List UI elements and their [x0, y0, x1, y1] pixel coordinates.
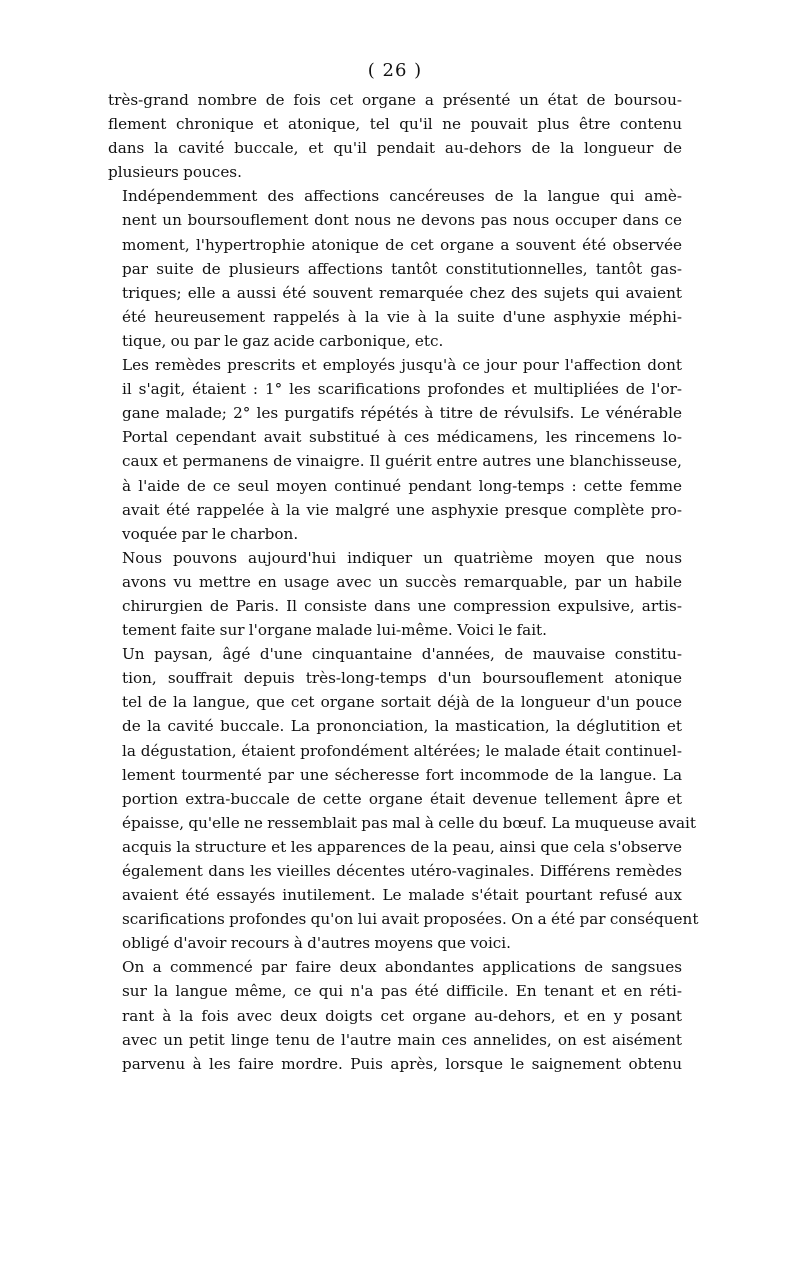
text-line: Les remèdes prescrits et employés jusqu'à ce jour pour l'affection dont: [122, 356, 682, 375]
text-line: flement chronique et atonique, tel qu'il ne pouvait plus être contenu: [108, 115, 682, 134]
paragraph-4: [108, 546, 682, 642]
paragraph-5: [108, 642, 699, 955]
text-line: portion extra-buccale de cette organe était devenue tellement âpre et: [122, 789, 682, 808]
paragraph-6: [108, 955, 682, 1075]
text-line: triques; elle a aussi été souvent remarquée chez des sujets qui avaient: [122, 283, 682, 302]
text-line: Portal cependant avait substitué à ces médicamens, les rincemens lo-: [122, 428, 682, 447]
text-line: plusieurs pouces.: [108, 163, 242, 182]
paragraph-1: [108, 88, 682, 184]
text-line: gane malade; 2° les purgatifs répétés à titre de révulsifs. Le vénérable: [122, 404, 682, 423]
text-line: obligé d'avoir recours à d'autres moyens que voici.: [122, 934, 511, 953]
paragraph-2: [108, 184, 682, 353]
text-line: nent un boursouflement dont nous ne devons pas nous occuper dans ce: [122, 211, 682, 230]
text-line: il s'agit, étaient : 1° les scarifications profondes et multipliées de l'or-: [122, 380, 682, 399]
text-line: très-grand nombre de fois cet organe a présenté un état de boursou-: [108, 91, 682, 109]
text-line: moment, l'hypertrophie atonique de cet organe a souvent été observée: [122, 235, 682, 254]
text-line: épaisse, qu'elle ne ressemblait pas mal à celle du bœuf. La muqueuse avait: [122, 813, 697, 832]
text-line: voquée par le charbon.: [122, 524, 299, 543]
text-line: rant à la fois avec deux doigts cet organe au-dehors, et en y posant: [122, 1006, 682, 1025]
text-line: de la cavité buccale. La prononciation, la mastication, la déglutition et: [122, 717, 682, 736]
text-line: avons vu mettre en usage avec un succès remarquable, par un habile: [122, 572, 682, 591]
text-line: à l'aide de ce seul moyen continué pendant long-temps : cette femme: [122, 476, 682, 495]
page-number: ( 26 ): [367, 60, 423, 81]
text-line: tion, souffrait depuis très-long-temps d'un boursouflement atonique: [122, 669, 682, 688]
text-line: la dégustation, étaient profondément altérées; le malade était continuel-: [122, 741, 682, 760]
text-line: lement tourmenté par une sécheresse fort incommode de la langue. La: [122, 765, 682, 784]
text-line: acquis la structure et les apparences de la peau, ainsi que cela s'observe: [122, 837, 682, 856]
text-line: chirurgien de Paris. Il consiste dans une compression expulsive, artis-: [122, 596, 682, 615]
text-line: avait été rappelée à la vie malgré une asphyxie presque complète pro-: [122, 500, 682, 519]
text-line: Un paysan, âgé d'une cinquantaine d'années, de mauvaise constitu-: [122, 645, 682, 664]
paragraph-3: [108, 353, 682, 546]
text-line: caux et permanens de vinaigre. Il guérit entre autres une blanchisseuse,: [122, 452, 682, 471]
text-line: tel de la langue, que cet organe sortait déjà de la longueur d'un pouce: [122, 693, 682, 712]
text-line: sur la langue même, ce qui n'a pas été difficile. En tenant et en réti-: [122, 982, 682, 1001]
text-line: par suite de plusieurs affections tantôt constitutionnelles, tantôt gas-: [122, 259, 682, 278]
text-line: avec un petit linge tenu de l'autre main ces annelides, on est aisément: [122, 1030, 682, 1049]
text-line: On a commencé par faire deux abondantes applications de sangsues: [122, 958, 682, 977]
text-line: Nous pouvons aujourd'hui indiquer un quatrième moyen que nous: [122, 548, 682, 567]
book-page: [108, 58, 699, 1076]
text-line: été heureusement rappelés à la vie à la suite d'une asphyxie méphi-: [122, 307, 682, 326]
text-line: dans la cavité buccale, et qu'il pendait au-dehors de la longueur de: [108, 139, 682, 158]
text-line: avaient été essayés inutilement. Le malade s'était pourtant refusé aux: [122, 886, 682, 905]
text-line: scarifications profondes qu'on lui avait proposées. On a été par conséquent: [122, 910, 699, 929]
text-line: parvenu à les faire mordre. Puis après, lorsque le saignement obtenu: [122, 1054, 682, 1073]
text-line: Indépendemment des affections cancéreuses de la langue qui amè-: [122, 187, 682, 206]
text-line: tique, ou par le gaz acide carbonique, etc.: [122, 331, 444, 350]
text-line: également dans les vieilles décentes utéro-vaginales. Différens remèdes: [122, 862, 682, 880]
text-line: tement faite sur l'organe malade lui-même. Voici le fait.: [122, 621, 547, 640]
